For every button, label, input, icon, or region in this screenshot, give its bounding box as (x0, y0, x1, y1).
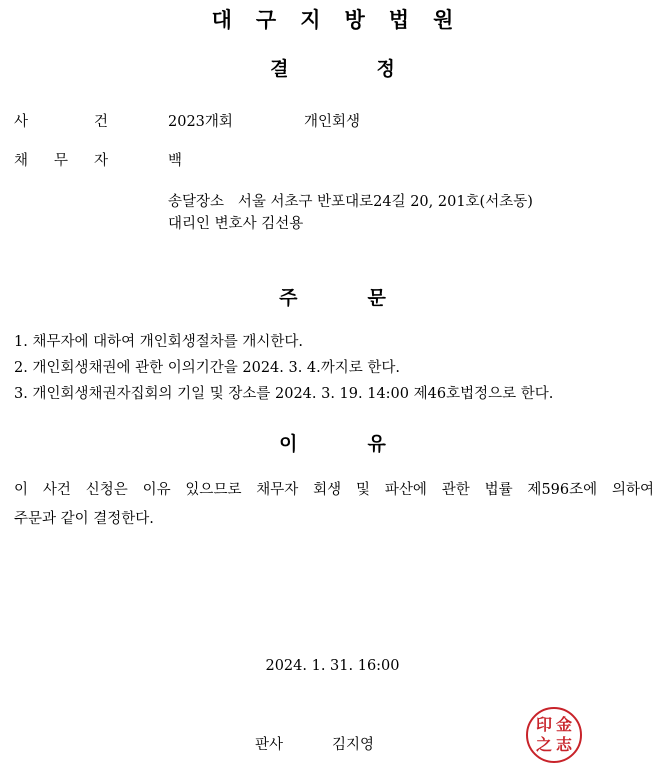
document-title-left: 결 (270, 58, 289, 80)
debtor-label-1: 채 (14, 153, 29, 169)
reason-line-1: 이 사건 신청은 이유 있으므로 채무자 회생 및 파산에 관한 법률 제596조에 의하여 (14, 482, 654, 498)
debtor-address: 송달장소 서울 서초구 반포대로24길 20, 201호(서초동) (168, 194, 533, 210)
debtor-label-2: 무 (54, 153, 69, 169)
reason-heading-right: 유 (367, 433, 386, 455)
seal-char-3: 之 (535, 735, 552, 754)
order-item-1: 1. 채무자에 대하여 개인회생절차를 개시한다. (14, 334, 304, 350)
judge-name: 김지영 (332, 737, 375, 753)
case-number: 2023개회 (168, 114, 233, 130)
order-heading-left: 주 (279, 287, 298, 309)
debtor-agent: 대리인 변호사 김선용 (168, 216, 304, 232)
judge-seal-stamp (526, 707, 582, 763)
document-title-right: 정 (376, 58, 395, 80)
reason-heading (0, 429, 665, 456)
reason-heading-left: 이 (279, 433, 298, 455)
case-type: 개인회생 (304, 114, 361, 130)
judge-title: 판사 (255, 737, 284, 753)
order-heading (0, 283, 665, 310)
case-label-left: 사 (14, 114, 29, 130)
decision-date: 2024. 1. 31. 16:00 (265, 658, 400, 674)
seal-char-4: 志 (555, 735, 572, 754)
order-heading-right: 문 (367, 287, 386, 309)
document-title (0, 54, 665, 81)
case-label-right: 건 (94, 114, 109, 130)
debtor-label-3: 자 (94, 153, 109, 169)
debtor-name: 백 (168, 153, 183, 169)
court-name: 대구지방법원 (211, 8, 478, 32)
order-item-2: 2. 개인회생채권에 관한 이의기간을 2024. 3. 4.까지로 한다. (14, 360, 401, 376)
order-item-3: 3. 개인회생채권자집회의 기일 및 장소를 2024. 3. 19. 14:00 제46호법정으로 한다. (14, 386, 554, 402)
seal-char-1: 印 (535, 715, 552, 734)
reason-line-2: 주문과 같이 결정한다. (14, 511, 154, 527)
seal-char-2: 金 (555, 715, 572, 734)
